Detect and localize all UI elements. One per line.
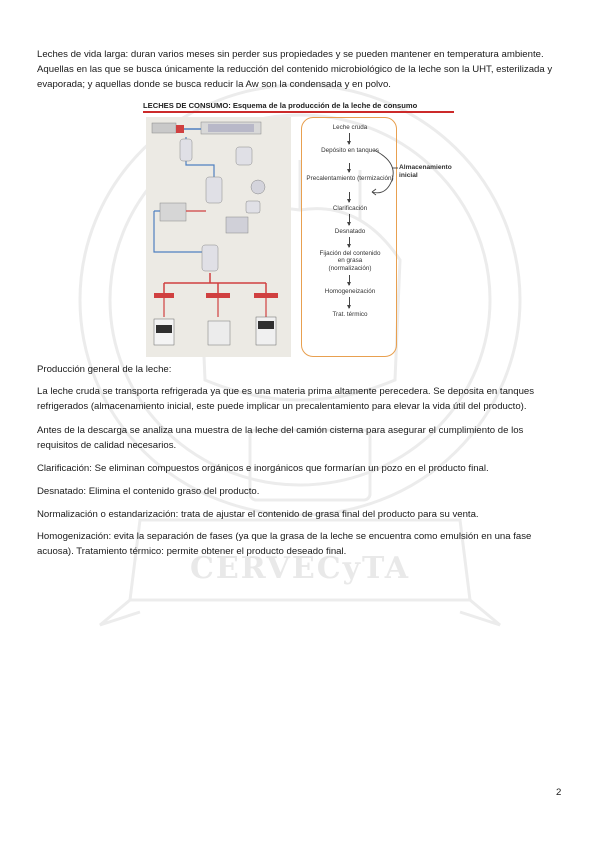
intro-paragraph — [37, 48, 562, 92]
flow-step-homogeneizacion: Homogeneización — [324, 288, 376, 295]
paragraph-analysis — [37, 424, 562, 454]
flow-step-desnatado: Desnatado — [334, 228, 366, 235]
paragraph-clarificacion — [37, 462, 562, 477]
storage-loop-arrow — [302, 118, 412, 238]
figure-title-rule — [143, 111, 454, 113]
paragraph-homogenizacion — [37, 530, 562, 560]
paragraph-transport — [37, 385, 562, 415]
page-number: 2 — [556, 787, 562, 798]
paragraph-desnatado — [37, 485, 562, 500]
watermark-text: CERVECyTA — [189, 551, 411, 586]
paragraph-text: Homogenización: evita la separación de fases (ya que la grasa de la leche se encuentra como emulsión en una fase acuosa). Tratamiento térmico: permite obtener el producto deseado final. — [37, 531, 532, 557]
plant-schematic-image — [146, 117, 291, 357]
milk-production-figure — [143, 101, 454, 359]
plant-diagram — [146, 117, 291, 357]
intro-text: Leches de vida larga: duran varios meses sin perder sus propiedades y se pueden mantener en temperatura ambiente. Aquellas en las que se busca únicamente la reducción del contenido microbiológico de la leche son la UHT, esterilizada y evaporada; y aquellas donde se busca reducir la Aw son la condensada y en polvo. — [37, 49, 553, 90]
flow-step-precalentamiento: Precalentamiento (termización) — [306, 175, 394, 182]
paragraph-text: Antes de la descarga se analiza una muestra de la leche del camión cisterna para asegurar el cumplimiento de los requisitos de calidad necesarios. — [37, 425, 524, 451]
flow-step-deposito: Depósito en tanques — [321, 147, 379, 154]
flow-step-leche-cruda: Leche cruda — [332, 124, 368, 131]
flow-step-normalizacion: Fijación del contenido en grasa (normalización) — [319, 250, 381, 272]
flow-arrow — [349, 237, 350, 247]
flow-arrow — [349, 297, 350, 308]
flow-step-tratamiento: Trat. térmico — [332, 311, 368, 318]
flow-step-clarificacion: Clarificación — [332, 205, 368, 212]
process-flow-box — [301, 117, 397, 357]
section-heading-text: Producción general de la leche: — [37, 364, 172, 375]
almacenamiento-label: Almacenamiento inicial — [399, 164, 452, 179]
figure-title: LECHES DE CONSUMO: Esquema de la producción de la leche de consumo — [143, 101, 418, 110]
paragraph-text: Clarificación: Se eliminan compuestos orgánicos e inorgánicos que formarían un pozo en el producto final. — [37, 463, 489, 474]
paragraph-normalizacion — [37, 508, 562, 523]
flow-arrow — [349, 275, 350, 285]
paragraph-text: Desnatado: Elimina el contenido graso del producto. — [37, 486, 260, 497]
section-heading — [37, 363, 562, 378]
paragraph-text: Normalización o estandarización: trata de ajustar el contenido de grasa final del producto para su venta. — [37, 509, 479, 520]
paragraph-text: La leche cruda se transporta refrigerada ya que es una materia prima altamente perecedera. Se deposita en tanques refrigerados (almacenamiento inicial, este puede implicar un precalentamiento para elevar la vida útil del producto). — [37, 386, 535, 412]
